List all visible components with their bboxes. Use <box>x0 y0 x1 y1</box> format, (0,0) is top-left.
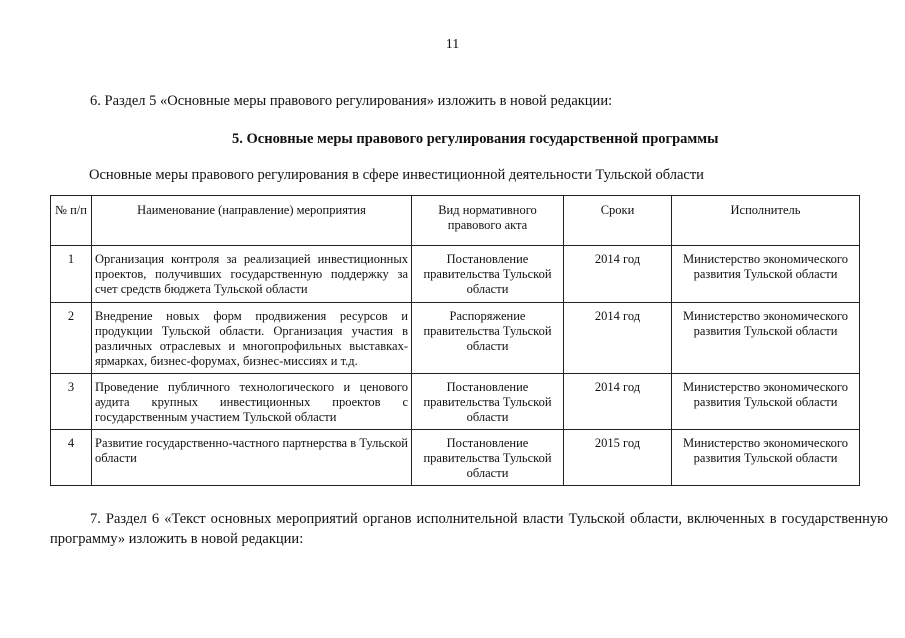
header-num: № п/п <box>51 196 92 246</box>
row-num: 2 <box>51 303 92 374</box>
row-term: 2014 год <box>564 303 672 374</box>
row-executor: Министерство экономического развития Тульской области <box>672 303 860 374</box>
header-act: Вид нормативного правового акта <box>412 196 564 246</box>
row-executor: Министерство экономического развития Тульской области <box>672 374 860 430</box>
row-num: 4 <box>51 430 92 486</box>
page-number: 11 <box>445 37 460 52</box>
table-row <box>51 374 860 430</box>
row-name: Внедрение новых форм продвижения ресурсов и продукции Тульской области. Организация участия в различных отраслевых и многопрофильных выставках-ярмарках, бизнес-форумах, бизнес-миссиях и т.д. <box>92 303 412 374</box>
paragraph-7: 7. Раздел 6 «Текст основных мероприятий органов исполнительной власти Тульской области, включенных в государственную программу» изложить в новой редакции: <box>50 511 888 547</box>
row-act: Распоряжение правительства Тульской области <box>412 303 564 374</box>
header-executor: Исполнитель <box>672 196 860 246</box>
row-name: Проведение публичного технологического и ценового аудита крупных инвестиционных проектов с государственным участием Тульской области <box>92 374 412 430</box>
table-row <box>51 246 860 303</box>
measures-table <box>50 195 860 486</box>
header-name: Наименование (направление) мероприятия <box>92 196 412 246</box>
row-act: Постановление правительства Тульской области <box>412 430 564 486</box>
row-act: Постановление правительства Тульской области <box>412 374 564 430</box>
row-act: Постановление правительства Тульской области <box>412 246 564 303</box>
table-row <box>51 303 860 374</box>
table-caption: Основные меры правового регулирования в сфере инвестиционной деятельности Тульской области <box>89 167 704 183</box>
row-executor: Министерство экономического развития Тульской области <box>672 430 860 486</box>
row-name: Развитие государственно-частного партнерства в Тульской области <box>92 430 412 486</box>
table-row <box>51 430 860 486</box>
row-num: 1 <box>51 246 92 303</box>
row-term: 2014 год <box>564 246 672 303</box>
row-executor: Министерство экономического развития Тульской области <box>672 246 860 303</box>
header-term: Сроки <box>564 196 672 246</box>
row-name: Организация контроля за реализацией инвестиционных проектов, получивших государственную поддержку за счет средств бюджета Тульской области <box>92 246 412 303</box>
table-header-row <box>51 196 860 246</box>
row-term: 2015 год <box>564 430 672 486</box>
section-title: 5. Основные меры правового регулирования государственной программы <box>232 131 719 147</box>
row-num: 3 <box>51 374 92 430</box>
row-term: 2014 год <box>564 374 672 430</box>
paragraph-6: 6. Раздел 5 «Основные меры правового регулирования» изложить в новой редакции: <box>90 93 613 109</box>
